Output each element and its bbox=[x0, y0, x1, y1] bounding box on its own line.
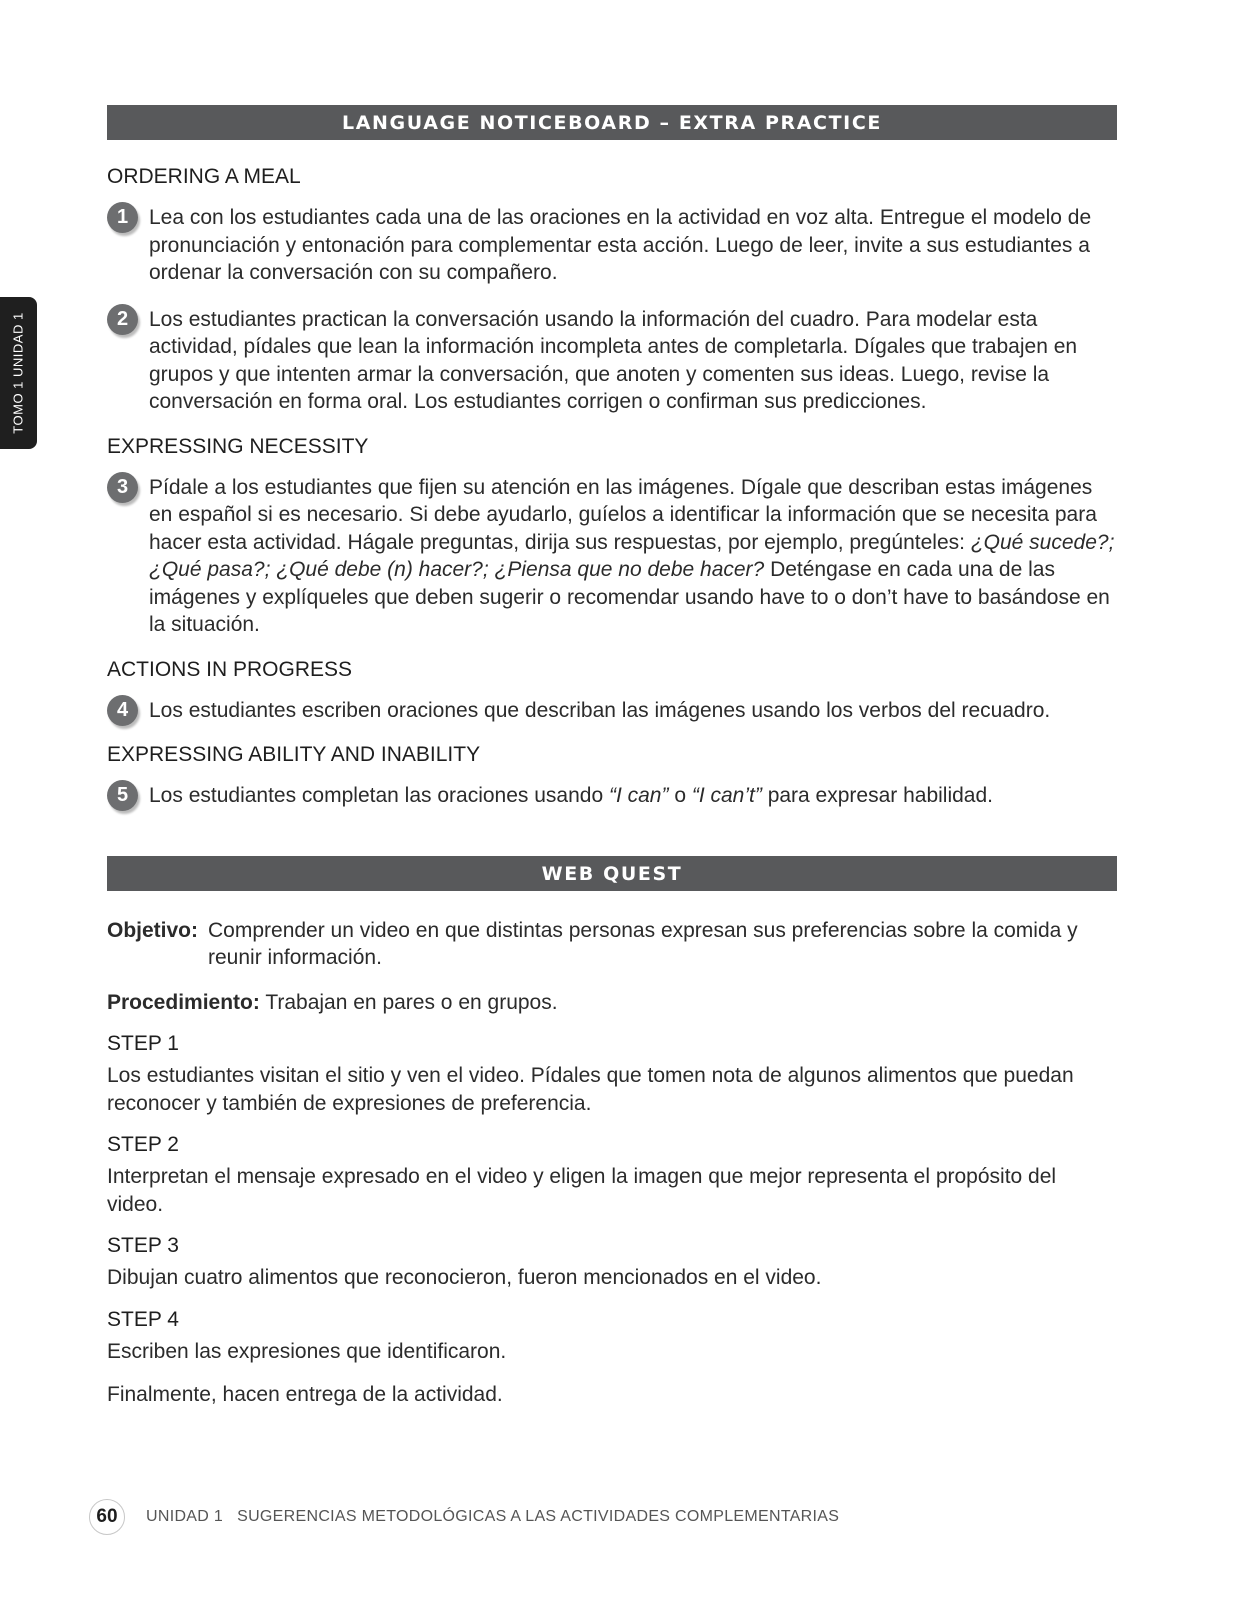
item-number-badge: 2 bbox=[107, 304, 138, 335]
objective-text: Comprender un video en que distintas personas expresan sus preferencias sobre la comida y reunir información. bbox=[208, 918, 1078, 969]
list-item bbox=[107, 697, 1117, 725]
list-item bbox=[107, 306, 1117, 416]
item-number-badge: 5 bbox=[107, 780, 138, 811]
footer-text bbox=[146, 1508, 839, 1526]
page-number: 60 bbox=[89, 1499, 125, 1535]
item-number-badge: 4 bbox=[107, 695, 138, 726]
item-text: Lea con los estudiantes cada una de las oraciones en la actividad en voz alta. Entregue el modelo de pronunciación y entonación para complementar esta acción. Luego de leer, invite a sus estudiantes a ordenar la conversación con su compañero. bbox=[149, 206, 1092, 284]
language-noticeboard-banner: LANGUAGE NOTICEBOARD – EXTRA PRACTICE bbox=[107, 105, 1117, 140]
step-text: Escriben las expresiones que identificaron. bbox=[107, 1339, 507, 1363]
list-item bbox=[107, 782, 1117, 810]
step-text: Dibujan cuatro alimentos que reconocieron, fueron mencionados en el video. bbox=[107, 1266, 822, 1289]
item-text: Los estudiantes escriben oraciones que describan las imágenes usando los verbos del recuadro. bbox=[149, 698, 1051, 722]
section-title-ordering-a-meal: ORDERING A MEAL bbox=[107, 165, 301, 188]
item-text bbox=[149, 782, 1117, 810]
item-number-badge: 3 bbox=[107, 472, 138, 503]
footer-title: SUGERENCIAS METODOLÓGICAS A LAS ACTIVIDADES COMPLEMENTARIAS bbox=[237, 1508, 840, 1525]
list-item bbox=[107, 204, 1117, 287]
item-text-part: o bbox=[668, 784, 692, 807]
item-text: Los estudiantes practican la conversación usando la información del cuadro. Para modelar esta actividad, pídales que lean la información incompleta antes de completarla. Dígales que trabajen en grupos y que intenten armar la conversación, que anoten y comenten sus ideas. Luego, revise la conversación en forma oral. Los estudiantes corrigen o confirman sus predicciones. bbox=[149, 307, 1078, 413]
item-text-part: para expresar habilidad. bbox=[761, 784, 994, 807]
section-title-actions-in-progress: ACTIONS IN PROGRESS bbox=[107, 657, 353, 681]
footer-unit: UNIDAD 1 bbox=[146, 1508, 224, 1525]
procedure-text: Trabajan en pares o en grupos. bbox=[259, 990, 558, 1014]
item-text bbox=[149, 474, 1117, 639]
item-text-part: Pídale a los estudiantes que fijen su atención en las imágenes. Dígale que describan estas imágenes en español si es necesario. Si debe ayudarlo, guíelos a identificar la información que se necesita para hacer esta actividad. Hágale preguntas, dirija sus respuestas, por ejemplo, pregúnteles: bbox=[149, 475, 1097, 554]
objective bbox=[107, 917, 1117, 972]
item-text-part: Los estudiantes completan las oraciones usando bbox=[149, 784, 609, 807]
list-item bbox=[107, 474, 1117, 639]
web-quest-banner: WEB QUEST bbox=[107, 856, 1117, 891]
section-title-expressing-necessity: EXPRESSING NECESSITY bbox=[107, 434, 369, 458]
procedure bbox=[107, 989, 1117, 1017]
page-content bbox=[107, 105, 1117, 1409]
page-footer bbox=[89, 1498, 839, 1536]
item-text-italic: “I can” bbox=[608, 784, 669, 807]
side-tab bbox=[0, 297, 37, 449]
item-number-badge: 1 bbox=[107, 202, 138, 233]
final-text: Finalmente, hacen entrega de la actividad. bbox=[107, 1383, 503, 1406]
side-tab-label: TOMO 1 UNIDAD 1 bbox=[10, 312, 26, 434]
step-text: Los estudiantes visitan el sitio y ven el video. Pídales que tomen nota de algunos alimentos que puedan reconocer y también de expresiones de preferencia. bbox=[107, 1064, 1074, 1115]
step-title: STEP 4 bbox=[107, 1307, 179, 1331]
objective-label: Objetivo: bbox=[107, 918, 199, 942]
item-text-italic: “I can’t” bbox=[691, 784, 762, 807]
item-text-part: Deténgase en cada una de las imágenes y explíqueles que deben sugerir o recomendar usando have to o don’t have to basándose en la situación. bbox=[149, 558, 1110, 636]
procedure-label: Procedimiento: bbox=[107, 990, 260, 1014]
item-text-italic: ¿Qué sucede?; ¿Qué pasa?; ¿Qué debe (n) hacer?; ¿Piensa que no debe hacer? bbox=[149, 530, 1115, 581]
step-text: Interpretan el mensaje expresado en el video y eligen la imagen que mejor representa el propósito del video. bbox=[107, 1165, 1057, 1216]
section-title-expressing-ability: EXPRESSING ABILITY AND INABILITY bbox=[107, 743, 481, 766]
step-title: STEP 3 bbox=[107, 1234, 179, 1257]
step-title: STEP 1 bbox=[107, 1032, 179, 1055]
step-title: STEP 2 bbox=[107, 1133, 179, 1156]
